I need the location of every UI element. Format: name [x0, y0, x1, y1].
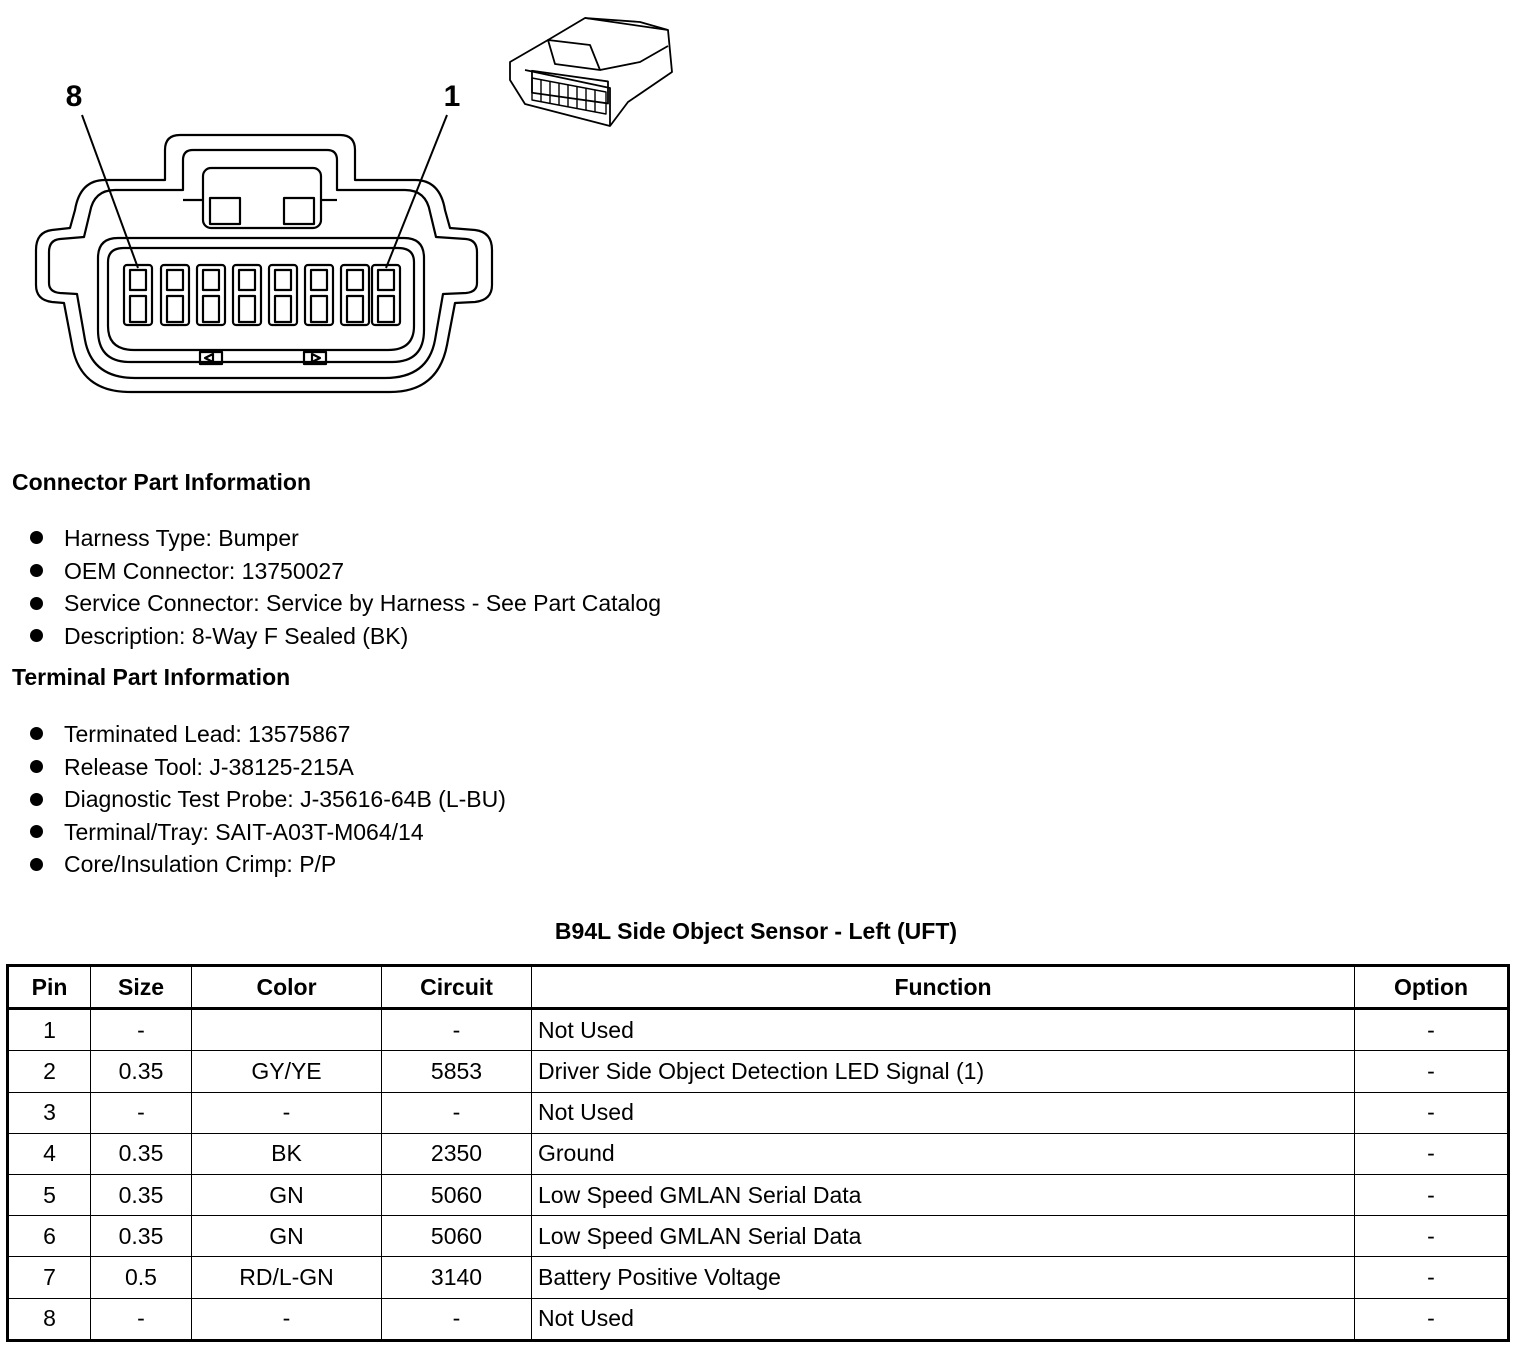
cell-function: Not Used — [532, 1009, 1355, 1051]
cell-color: GY/YE — [192, 1051, 382, 1092]
cell-pin: 5 — [8, 1174, 91, 1215]
list-item: Release Tool: J-38125-215A — [26, 751, 506, 784]
cell-option: - — [1355, 1051, 1509, 1092]
list-item: Terminal/Tray: SAIT-A03T-M064/14 — [26, 816, 506, 849]
header-circuit: Circuit — [382, 966, 532, 1009]
cell-circuit: 5060 — [382, 1216, 532, 1257]
cell-circuit: 5853 — [382, 1051, 532, 1092]
cell-pin: 2 — [8, 1051, 91, 1092]
cell-function: Battery Positive Voltage — [532, 1257, 1355, 1298]
cell-function: Ground — [532, 1133, 1355, 1174]
cell-pin: 8 — [8, 1298, 91, 1340]
bullet-icon — [30, 531, 43, 544]
cell-circuit: 3140 — [382, 1257, 532, 1298]
table-row — [8, 1298, 1509, 1340]
list-item: Diagnostic Test Probe: J-35616-64B (L-BU) — [26, 783, 506, 816]
cell-circuit: - — [382, 1092, 532, 1133]
cell-color: - — [192, 1298, 382, 1340]
header-option: Option — [1355, 966, 1509, 1009]
header-pin: Pin — [8, 966, 91, 1009]
cell-function: Not Used — [532, 1298, 1355, 1340]
cell-circuit: 2350 — [382, 1133, 532, 1174]
cell-option: - — [1355, 1174, 1509, 1215]
cell-option: - — [1355, 1133, 1509, 1174]
table-row — [8, 1009, 1509, 1051]
pinout-table — [6, 964, 1510, 1342]
cell-size: - — [91, 1298, 192, 1340]
cell-size: 0.35 — [91, 1216, 192, 1257]
cell-color: BK — [192, 1133, 382, 1174]
bullet-icon — [30, 760, 43, 773]
bullet-icon — [30, 629, 43, 642]
bullet-icon — [30, 564, 43, 577]
bullet-icon — [30, 858, 43, 871]
table-header-row — [8, 966, 1509, 1009]
table-row — [8, 1092, 1509, 1133]
connector-part-info-title: Connector Part Information — [12, 469, 312, 495]
header-function: Function — [532, 966, 1355, 1009]
cell-pin: 7 — [8, 1257, 91, 1298]
cell-function: Low Speed GMLAN Serial Data — [532, 1216, 1355, 1257]
table-row — [8, 1174, 1509, 1215]
cell-option: - — [1355, 1092, 1509, 1133]
cell-function: Low Speed GMLAN Serial Data — [532, 1174, 1355, 1215]
bullet-icon — [30, 597, 43, 610]
cell-pin: 1 — [8, 1009, 91, 1051]
cell-color: - — [192, 1092, 382, 1133]
cell-color: RD/L-GN — [192, 1257, 382, 1298]
bullet-icon — [30, 727, 43, 740]
cell-option: - — [1355, 1216, 1509, 1257]
header-color: Color — [192, 966, 382, 1009]
bullet-icon — [30, 793, 43, 806]
cell-size: 0.5 — [91, 1257, 192, 1298]
cell-size: 0.35 — [91, 1174, 192, 1215]
list-item: Service Connector: Service by Harness - See Part Catalog — [26, 587, 661, 620]
cell-size: 0.35 — [91, 1051, 192, 1092]
cell-function: Not Used — [532, 1092, 1355, 1133]
cell-function: Driver Side Object Detection LED Signal (1) — [532, 1051, 1355, 1092]
list-item: Terminated Lead: 13575867 — [26, 718, 506, 751]
table-row — [8, 1051, 1509, 1092]
cell-option: - — [1355, 1298, 1509, 1340]
cell-size: - — [91, 1009, 192, 1051]
list-item: Harness Type: Bumper — [26, 522, 661, 555]
cell-pin: 3 — [8, 1092, 91, 1133]
cell-color: GN — [192, 1174, 382, 1215]
list-item: Description: 8-Way F Sealed (BK) — [26, 620, 661, 653]
terminal-part-info-list — [26, 718, 506, 881]
cell-pin: 4 — [8, 1133, 91, 1174]
cell-color — [192, 1009, 382, 1051]
terminal-part-info-title: Terminal Part Information — [12, 664, 291, 690]
cell-option: - — [1355, 1257, 1509, 1298]
table-row — [8, 1216, 1509, 1257]
pin-8-label: 8 — [65, 80, 83, 113]
cell-color: GN — [192, 1216, 382, 1257]
table-row — [8, 1257, 1509, 1298]
cell-option: - — [1355, 1009, 1509, 1051]
pin-1-label: 1 — [443, 80, 461, 113]
cell-circuit: - — [382, 1298, 532, 1340]
list-item: Core/Insulation Crimp: P/P — [26, 848, 506, 881]
cell-pin: 6 — [8, 1216, 91, 1257]
table-title: B94L Side Object Sensor - Left (UFT) — [554, 918, 958, 944]
list-item: OEM Connector: 13750027 — [26, 555, 661, 588]
cell-circuit: 5060 — [382, 1174, 532, 1215]
header-size: Size — [91, 966, 192, 1009]
cell-size: 0.35 — [91, 1133, 192, 1174]
cell-circuit: - — [382, 1009, 532, 1051]
connector-face-diagram — [0, 0, 700, 440]
cell-size: - — [91, 1092, 192, 1133]
table-row — [8, 1133, 1509, 1174]
bullet-icon — [30, 825, 43, 838]
connector-part-info-list — [26, 522, 661, 652]
